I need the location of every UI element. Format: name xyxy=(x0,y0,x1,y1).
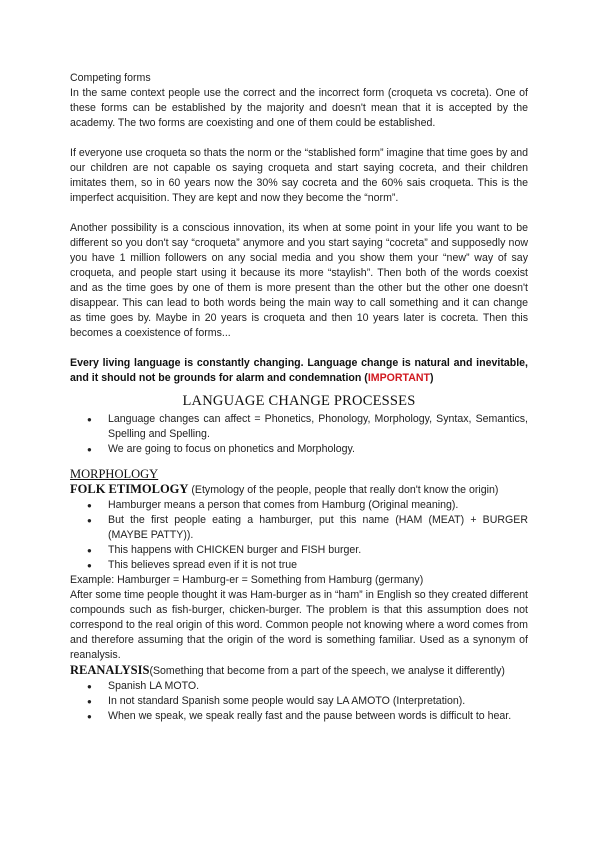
folk-etymology-header xyxy=(70,482,528,498)
list-item: ● This happens with CHICKEN burger and FISH burger. xyxy=(108,543,528,558)
spacer xyxy=(70,131,528,146)
paragraph-competing-forms: In the same context people use the correct and the incorrect form (croqueta vs cocreta). One of these forms can be established by the majority and doesn't mean that it is accepted by the academy. The two forms are coexisting and one of them could be established. xyxy=(70,87,528,129)
list-item: ● Spanish LA MOTO. xyxy=(108,679,528,694)
spacer xyxy=(70,341,528,356)
list-item: ● We are going to focus on phonetics and Morphology. xyxy=(108,442,528,457)
term-reanalysis: REANALYSIS xyxy=(70,663,150,677)
list-item: ● This believes spread even if it is not true xyxy=(108,558,528,573)
heading-language-change-processes: LANGUAGE CHANGE PROCESSES xyxy=(182,393,416,409)
list-item: ● In not standard Spanish some people would say LA AMOTO (Interpretation). xyxy=(108,694,528,709)
folk-etymology-explanation: After some time people thought it was Ham-burger as in “ham” in English so they created different compounds such as fish-burger, chicken-burger. The problem is that this assumption does not correspond to the real origin of this word. Common people not knowing where a word comes from and therefore assuming that the origin of the word is something familiar. Used as a synonym of reanalysis. xyxy=(70,589,528,661)
important-statement-text: Every living language is constantly changing. Language change is natural and inevitable, and it should not be grounds for alarm and condemnation ( xyxy=(70,357,528,384)
document-page xyxy=(70,71,528,724)
folk-etymology-definition: (Etymology of the people, people that really don't know the origin) xyxy=(188,484,499,496)
paragraph-conscious-innovation: Another possibility is a conscious innovation, its when at some point in your life you want to be different so you don't say “croqueta” anymore and you start saying “cocreta” and supposedly now you have 1 million followers on any social media and you show them your “new” way of say croqueta, and people start using it because its more “staylish”. Then both of the words coexist and as the time goes by one of them is more present than the other but the other one doesn't disappear. This can lead to both words being the main way to call something and it can change as time goes by. Maybe in 20 years is croqueta and then 10 years later is cocreta. Then this becomes a coexistence of forms... xyxy=(70,222,528,339)
list-item: ● When we speak, we speak really fast and the pause between words is difficult to hear. xyxy=(108,709,528,724)
list-item: ● Language changes can affect = Phonetics, Phonology, Morphology, Syntax, Semantics, Spelling and Spelling. xyxy=(108,412,528,442)
important-statement xyxy=(70,356,528,386)
term-folk-etymology: FOLK ETIMOLOGY xyxy=(70,482,189,496)
heading-morphology: MORPHOLOGY xyxy=(70,467,159,481)
reanalysis-bullet-list xyxy=(70,679,528,724)
paragraph-imperfect-acquisition: If everyone use croqueta so thats the norm or the “stablished form” imagine that time goes by and our children are not capable os saying croqueta and start saying cocreta, and their children imitates them, so in 60 years now the 30% say cocreta and the 60% sais croqueta. This is the imperfect acquisition. They are kept and now they become the “norm”. xyxy=(70,147,528,204)
reanalysis-definition: (Something that become from a part of the speech, we analyse it differently) xyxy=(149,665,505,677)
list-item: ● But the first people eating a hamburger, put this name (HAM (MEAT) + BURGER (MAYBE PATTY)). xyxy=(108,513,528,543)
important-statement-close: ) xyxy=(430,372,434,384)
folk-etymology-bullet-list xyxy=(70,498,528,573)
important-highlight: IMPORTANT xyxy=(367,372,430,384)
folk-etymology-example: Example: Hamburger = Hamburg-er = Something from Hamburg (germany) xyxy=(70,574,424,586)
spacer xyxy=(70,206,528,221)
processes-bullet-list xyxy=(70,412,528,457)
list-item: ● Hamburger means a person that comes from Hamburg (Original meaning). xyxy=(108,498,528,513)
section-title-competing-forms: Competing forms xyxy=(70,72,151,84)
reanalysis-header xyxy=(70,663,528,679)
